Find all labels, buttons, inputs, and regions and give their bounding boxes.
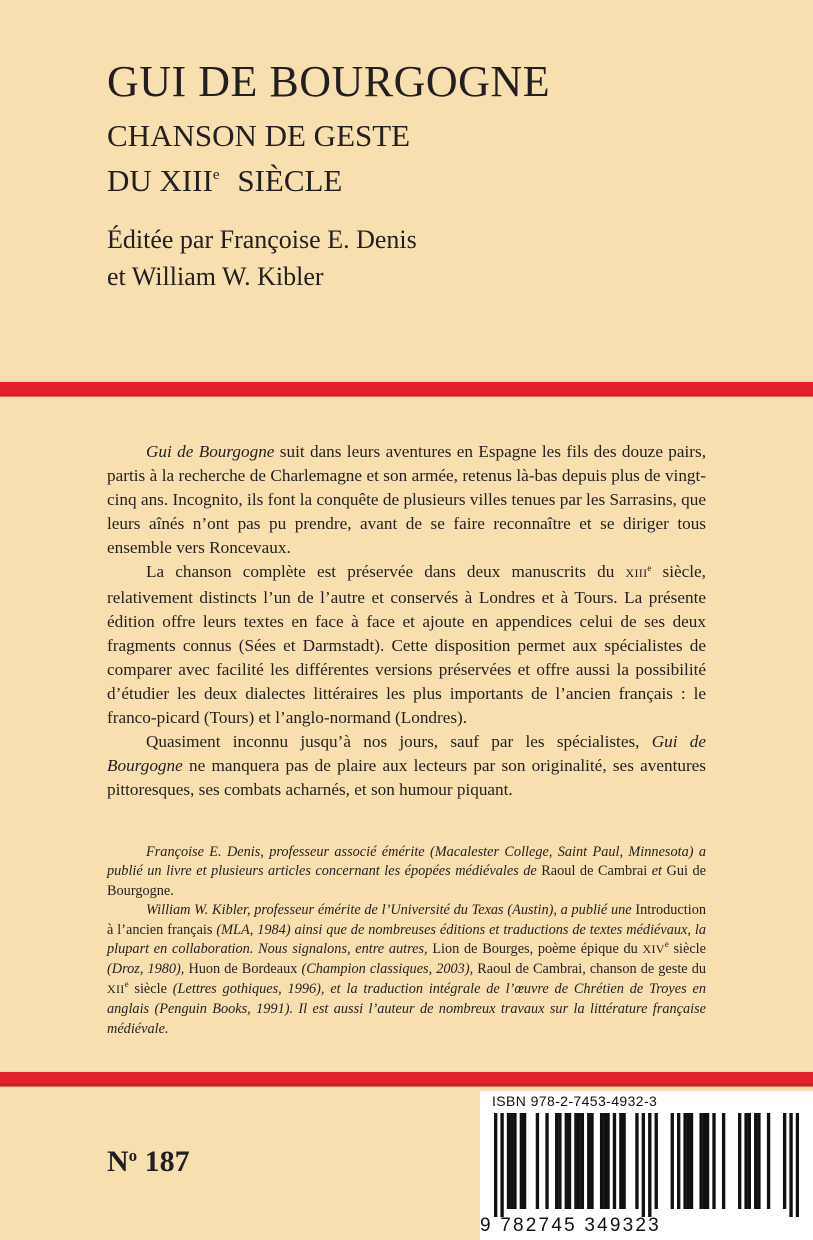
barcode-bar: [706, 1113, 709, 1209]
barcode-bar: [558, 1113, 561, 1209]
barcode-bar: [703, 1113, 706, 1209]
bio-kibler-century2: XII: [107, 981, 125, 996]
bio-denis-r2: Gui de Bourgogne: [107, 863, 707, 899]
top-stripe-edge: [0, 394, 813, 397]
barcode-bar: [581, 1113, 584, 1209]
book-title: GUI DE BOURGOGNE: [107, 57, 551, 106]
bio-denis: [107, 843, 706, 901]
summary-p3-italic: Gui de Bourgogne: [107, 732, 706, 775]
barcode: [494, 1113, 799, 1217]
barcode-bar: [568, 1113, 571, 1209]
barcode-bar: [520, 1113, 523, 1209]
barcode-bar: [699, 1113, 702, 1209]
barcode-digits: 9 782745 349323: [480, 1215, 661, 1236]
barcode-bar: [619, 1113, 622, 1209]
summary-p2-a: La chanson complète est préservée dans deux manuscrits du: [146, 562, 626, 581]
bio-denis-b: et: [647, 863, 667, 880]
bio-kibler-r4: Raoul de Cambrai, chanson de geste du: [477, 961, 706, 978]
editors-line-1: Éditée par Françoise E. Denis: [107, 225, 417, 254]
author-bios: [107, 843, 706, 1039]
barcode-panel: [480, 1091, 813, 1240]
summary-p2-b: siècle, relativement distincts l’un de l’autre et conservés à Londres et à Tours. La présente édition offre leurs textes en face à face et ajoute en appendices celui de ses deux fragments connus (Sées et Darmstadt). Cette disposition permet aux spécialistes de comparer avec facilité les différentes versions préservées et offre aussi la possibilité d’étudier les deux dialectes littéraires les plus importants de l’ancien français : le franco-picard (Tours) et l’anglo-normand (Londres).: [107, 562, 706, 727]
barcode-bar: [622, 1113, 625, 1209]
barcode-bar: [587, 1113, 590, 1209]
bio-kibler: [107, 901, 706, 1039]
barcode-bar: [738, 1113, 741, 1209]
barcode-bar: [748, 1113, 751, 1209]
barcode-bar: [507, 1113, 510, 1209]
barcode-bar: [690, 1113, 693, 1209]
bottom-stripe-edge: [0, 1084, 813, 1087]
bio-kibler-r2b: siècle: [668, 941, 706, 958]
summary-p2-century: XIII: [625, 566, 648, 580]
barcode-bar: [545, 1113, 548, 1209]
summary-p3-b: ne manquera pas de plaire aux lecteurs par son originalité, ses aventures pittoresques, ses combats acharnés, et son humour piquant.: [107, 756, 706, 799]
barcode-bar: [655, 1113, 658, 1209]
barcode-bar: [574, 1113, 577, 1209]
summary-p1-text: suit dans leurs aventures en Espagne les fils des douze pairs, partis à la recherche de Charlemagne et son armée, retenus là-bas depuis plus de vingt-cinq ans. Incognito, ils font la conquête de plusieurs villes tenues par les Sarrasins, que leurs aînés n’ont pas pu prendre, avant de se faire reconnaître et se diriger tous ensemble vers Roncevaux.: [107, 442, 706, 557]
barcode-bar: [754, 1113, 757, 1209]
subtitle-line-2: [107, 165, 342, 196]
summary-paragraph-3: [107, 730, 706, 802]
barcode-bar: [744, 1113, 747, 1209]
barcode-bar: [577, 1113, 580, 1209]
barcode-bar: [635, 1113, 638, 1209]
bio-kibler-century1: XIV: [642, 942, 665, 957]
barcode-bar: [683, 1113, 686, 1209]
barcode-bar: [789, 1113, 792, 1217]
bio-kibler-r4b: siècle: [128, 980, 167, 997]
bio-kibler-a: William W. Kibler, professeur émérite de l’Université du Texas (Austin), a publié une: [146, 902, 636, 919]
bio-denis-c: .: [170, 882, 174, 899]
subtitle-century: DU XIII: [107, 163, 213, 198]
summary-p3-a: Quasiment inconnu jusqu’à nos jours, sauf par les spécialistes,: [146, 732, 652, 751]
bio-kibler-b: (MLA, 1984) ainsi que de nombreuses éditions et traductions de textes médiévaux, la plupart en collaboration. Nous signalons, entre autres,: [107, 921, 706, 958]
barcode-bar: [565, 1113, 568, 1209]
bio-kibler-e: (Lettres gothiques, 1996), et la traduction intégrale de l’œuvre de Chrétien de Troyes en anglais (Penguin Books, 1991). Il est aussi l’auteur de nombreux travaux sur la littérature française médiévale.: [107, 980, 706, 1037]
barcode-bar: [767, 1113, 770, 1209]
barcode-bar: [712, 1113, 715, 1209]
barcode-bar: [513, 1113, 516, 1209]
barcode-bar: [783, 1113, 786, 1209]
bio-denis-a: Françoise E. Denis, professeur associé émérite (Macalester College, Saint Paul, Minnesota) a publié un livre et plusieurs articles concernant les épopées médiévales de: [107, 844, 706, 880]
barcode-bar: [671, 1113, 674, 1209]
barcode-bar: [555, 1113, 558, 1209]
barcode-bar: [687, 1113, 690, 1209]
barcode-bar: [590, 1113, 593, 1209]
numero-sup: o: [128, 1146, 138, 1165]
barcode-bar: [603, 1113, 606, 1209]
barcode-bar: [796, 1113, 799, 1217]
bio-kibler-c: (Droz, 1980),: [107, 961, 189, 978]
barcode-bar: [523, 1113, 526, 1209]
bio-kibler-sup2: e: [124, 978, 129, 989]
subtitle-siecle: SIÈCLE: [237, 163, 343, 198]
barcode-bar: [757, 1113, 760, 1209]
summary-p2-sup: e: [647, 563, 652, 573]
summary-text: [107, 440, 706, 802]
barcode-bar: [536, 1113, 539, 1209]
bio-kibler-d: (Champion classiques, 2003),: [297, 961, 478, 978]
isbn-label: ISBN 978-2-7453-4932-3: [492, 1093, 658, 1109]
barcode-bar: [613, 1113, 616, 1209]
barcode-bar: [600, 1113, 603, 1209]
summary-title-italic: Gui de Bourgogne: [146, 442, 275, 461]
subtitle-century-sup: e: [212, 167, 220, 183]
summary-paragraph-2: [107, 560, 706, 730]
bio-kibler-r1: Introduction à l’ancien français: [107, 902, 706, 938]
barcode-bar: [606, 1113, 609, 1209]
editors-line-2: et William W. Kibler: [107, 262, 324, 291]
barcode-bar: [510, 1113, 513, 1209]
barcode-bar: [500, 1113, 503, 1217]
bio-denis-r1: Raoul de Cambrai: [541, 863, 648, 880]
bio-kibler-r3: Huon de Bordeaux: [188, 961, 298, 978]
barcode-bar: [648, 1113, 651, 1217]
collection-number: [107, 1147, 190, 1177]
barcode-bar: [642, 1113, 645, 1217]
subtitle-line-1: CHANSON DE GESTE: [107, 118, 411, 153]
summary-paragraph-1: [107, 440, 706, 560]
bio-kibler-r2: Lion de Bourges, poème épique du: [432, 941, 643, 958]
numero-value: 187: [144, 1145, 190, 1178]
barcode-bar: [722, 1113, 725, 1209]
bio-kibler-sup1: e: [664, 939, 669, 950]
numero-prefix: N: [107, 1145, 129, 1178]
barcode-bar: [494, 1113, 497, 1217]
barcode-bar: [677, 1113, 680, 1209]
